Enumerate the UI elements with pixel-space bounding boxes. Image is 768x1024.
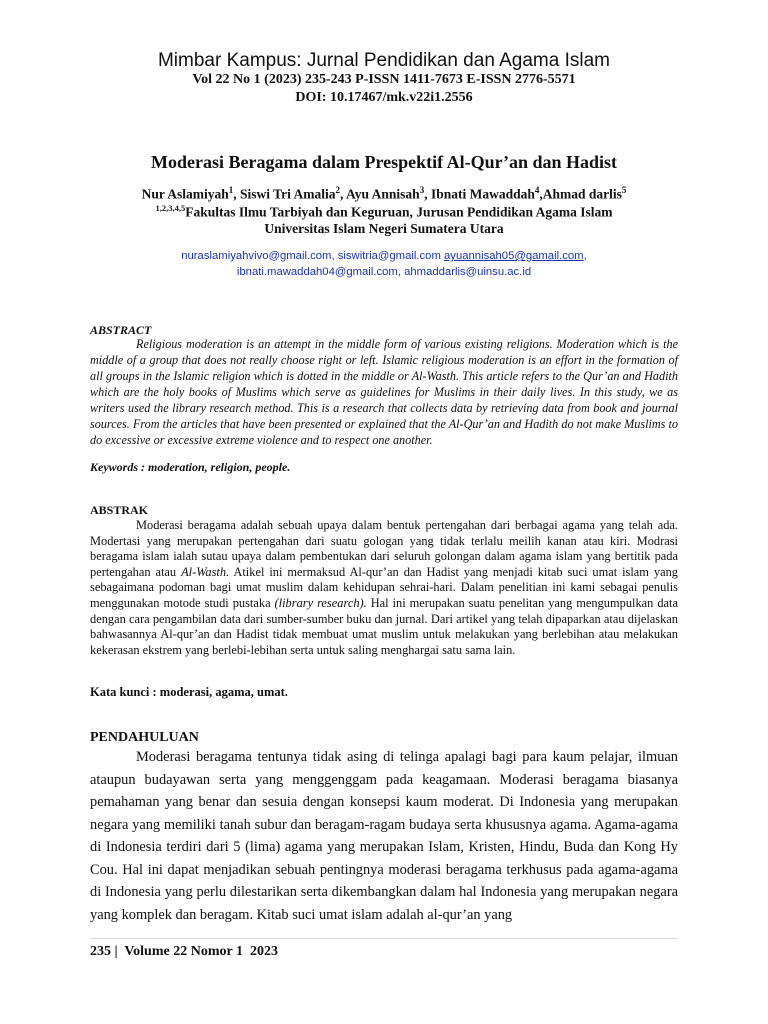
abstrak-text: Atikel ini mermaksud Al-qur’an dan Hadist yang menjadi kitab suci umat islam yang sebagaimana podoman bagi umat muslim dalam kehidupan sehrai-hari. Dalam penelitian ini kami sebagai penulis menggunakan motode studi pustaka: [90, 564, 678, 610]
abstrak-italic-term: (library research).: [274, 595, 367, 610]
author-name: Ayu Annisah: [346, 186, 420, 202]
author-name: Ahmad darlis: [542, 186, 622, 202]
kata-kunci-line: Kata kunci : moderasi, agama, umat.: [90, 685, 288, 699]
email-link[interactable]: ahmaddarlis@uinsu.ac.id: [404, 266, 532, 278]
email-line-2: ibnati.mawaddah04@gmail.com, ahmaddarlis@uinsu.ac.id: [236, 266, 532, 278]
author-name: Siswi Tri Amalia: [240, 186, 336, 202]
author-list: Nur Aslamiyah$^1$, Siswi Tri Amalia$^2$, Ayu Annisah$^3$, Ibnati Mawaddah$^4$,Ahmad darlis$^5$: [141, 185, 627, 202]
email-link[interactable]: ibnati.mawaddah04@gmail.com: [236, 266, 398, 278]
abstrak-text: Hal ini merupakan suatu penelitan yang mengumpulkan data dengan cara pengambilan data dari sumber-sumber buku dan jurnal. Dari artikel yang telah dipaparkan atau dijelaskan bahwasannya Al-qur’an dan Hadist tidak membuat umat muslim untuk melakukan yang berlebihan atau melakukan kekerasan ekstrem yang berlebi-lebihan serta untuk saling menghargai satu sama lain.: [90, 595, 678, 657]
journal-name: Mimbar Kampus: Jurnal Pendidikan dan Agama Islam: [157, 50, 610, 71]
author-sup: 2: [335, 185, 341, 195]
email-link[interactable]: ayuannisah05@gamail.com: [444, 250, 584, 262]
affiliation-faculty-text: Fakultas Ilmu Tarbiyah dan Keguruan, Jurusan Pendidikan Agama Islam: [185, 204, 613, 220]
abstrak-heading: ABSTRAK: [90, 503, 149, 517]
affiliation-faculty: [0, 203, 768, 221]
author-name: Nur Aslamiyah: [141, 186, 229, 202]
affiliation-sup: 1,2,3,4,5: [155, 203, 186, 213]
keywords-line: Keywords : moderation, religion, people.: [90, 460, 291, 474]
email-link[interactable]: nuraslamiyahvivo@gmail.com: [181, 250, 332, 262]
author-sup: 3: [419, 185, 425, 195]
author-sup: 5: [621, 185, 627, 195]
author-name: Ibnati Mawaddah: [430, 186, 535, 202]
author-sup: 1: [228, 185, 234, 195]
affiliation-university: Universitas Islam Negeri Sumatera Utara: [264, 221, 504, 236]
abstract-heading: ABSTRACT: [90, 323, 152, 337]
doi-line: DOI: 10.17467/mk.v22i1.2556: [295, 90, 473, 105]
abstrak-italic-term: Al-Wasth.: [181, 564, 230, 579]
author-sup: 4: [534, 185, 540, 195]
page-footer: 235 | Volume 22 Nomor 1 2023: [90, 944, 278, 959]
email-line-1: nuraslamiyahvivo@gmail.com, siswitria@gmail.com ayuannisah05@gamail.com,: [181, 250, 587, 262]
email-link[interactable]: siswitria@gmail.com: [337, 250, 441, 262]
introduction-body: Moderasi beragama tentunya tidak asing di telinga apalagi bagi para kaum pelajar, ilmuan ataupun budayawan serta yang menggenggam pada keagamaan. Moderasi beragama biasanya pemahaman yang benar dan sesuia dengan konsepsi kaum moderat. Di Indonesia yang merupakan negara yang memiliki tanah subur dan beragam-ragam budaya serta khususnya agama. Agama-agama di Indonesia terdiri dari 5 (lima) agama yang merupakan Islam, Kristen, Hindu, Buda dan Kong Hy Cou. Hal ini dapat menjadikan sebuah pentingnya moderasi beragama terkhusus pada agama-agama di Indonesia yang perlu dilestarikan serta dikembangkan dalam hal Indonesia yang merupakan negara yang komplek dan beragam. Kitab suci umat islam adalah al-qur’an yang: [90, 749, 678, 923]
abstrak-body: [90, 518, 678, 658]
abstract-body: Religious moderation is an attempt in the middle form of various existing religions. Moderation which is the middle of a group that does not really choose right or left. Islamic religious moderation is an effort in the formation of all groups in the Islamic religion which is dotted in the middle or Al-Wasth. This article refers to the Qur’an and Hadith which are the holy books of Muslims which serve as guidelines for Muslims in their daily lives. In this study, we as writers used the library research method. This is a research that collects data by retrieving data from book and journal sources. From the articles that have been presented or explained that the Al-Qur’an and Hadith do not make Muslims to do excessive or excessive extreme violence and to respect one another.: [90, 337, 678, 447]
volume-line: Vol 22 No 1 (2023) 235-243 P-ISSN 1411-7673 E-ISSN 2776-5571: [192, 72, 576, 87]
footer-divider: [90, 938, 678, 939]
section-heading-pendahuluan: PENDAHULUAN: [90, 730, 199, 745]
article-title: Moderasi Beragama dalam Prespektif Al-Qur’an dan Hadist: [151, 152, 617, 172]
abstrak-text: Moderasi beragama adalah sebuah upaya dalam bentuk pertengahan dari berbagai agama yang telah ada. Modertasi yang merupakan pertengahan dari suatu gologan yang tidak terlalu meilih kanan atau kiri. Modrasi beragama islam ialah sutau upaya dalam pembentukan dari seluruh golongan dalam agama islam yang bertitik pada pertengahan atau: [90, 518, 678, 579]
